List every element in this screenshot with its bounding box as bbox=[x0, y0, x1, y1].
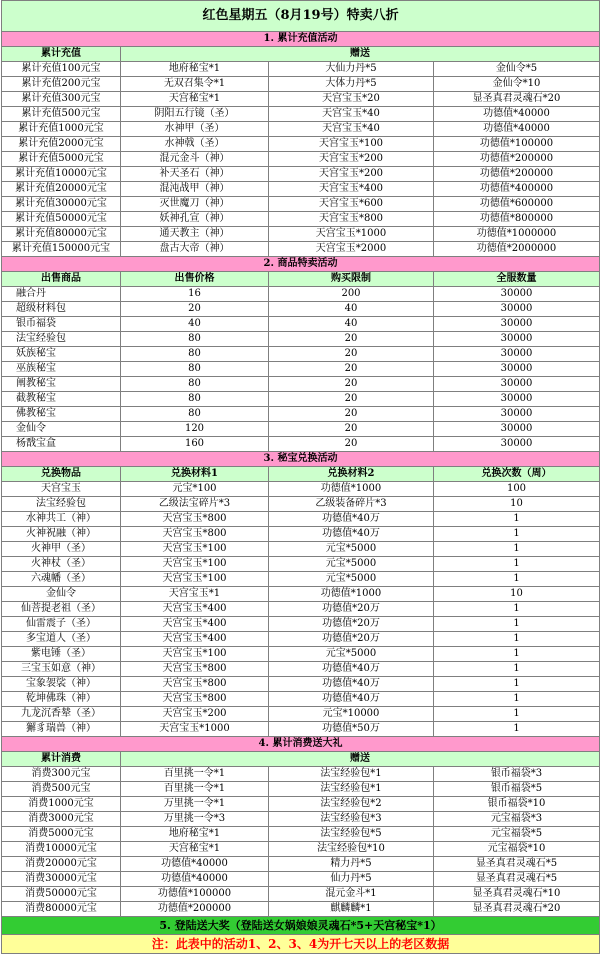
recharge-row bbox=[2, 152, 600, 167]
sale-cell: 30000 bbox=[434, 362, 600, 377]
sale-cell: 120 bbox=[121, 422, 269, 437]
exchange-cell: 功德值*1000 bbox=[269, 482, 434, 497]
spend-column-header: 赠送 bbox=[121, 752, 600, 767]
exchange-cell: 天宫宝玉*800 bbox=[121, 677, 269, 692]
sale-cell: 80 bbox=[121, 377, 269, 392]
sale-row bbox=[2, 377, 600, 392]
recharge-cell: 天宫宝玉*40 bbox=[269, 107, 434, 122]
sale-cell: 法宝经验包 bbox=[2, 332, 121, 347]
exchange-cell: 天宫宝玉*100 bbox=[121, 647, 269, 662]
recharge-cell: 通天教主（神） bbox=[121, 227, 269, 242]
spend-cell: 消费3000元宝 bbox=[2, 812, 121, 827]
exchange-cell: 天宫宝玉*400 bbox=[121, 617, 269, 632]
exchange-cell: 法宝经验包 bbox=[2, 497, 121, 512]
exchange-cell: 10 bbox=[434, 587, 600, 602]
recharge-cell: 阴阳五行镜（圣） bbox=[121, 107, 269, 122]
sale-cell: 30000 bbox=[434, 377, 600, 392]
recharge-row bbox=[2, 242, 600, 257]
recharge-cell: 功德值*2000000 bbox=[434, 242, 600, 257]
spend-cell: 天宫秘宝*1 bbox=[121, 842, 269, 857]
recharge-cell: 天宫宝玉*1000 bbox=[269, 227, 434, 242]
sale-cell: 30000 bbox=[434, 422, 600, 437]
exchange-row bbox=[2, 707, 600, 722]
sale-column-header: 出售价格 bbox=[121, 272, 269, 287]
sale-row bbox=[2, 362, 600, 377]
exchange-cell: 多宝道人（圣） bbox=[2, 632, 121, 647]
sale-section-title-row bbox=[2, 257, 600, 272]
recharge-cell: 天宫宝玉*400 bbox=[269, 182, 434, 197]
exchange-cell: 元宝*5000 bbox=[269, 542, 434, 557]
page-title-row bbox=[2, 1, 600, 32]
exchange-cell: 功德值*40万 bbox=[269, 512, 434, 527]
exchange-row bbox=[2, 662, 600, 677]
exchange-cell: 1 bbox=[434, 512, 600, 527]
spend-header-row bbox=[2, 752, 600, 767]
exchange-cell: 天宫宝玉*200 bbox=[121, 707, 269, 722]
exchange-cell: 1 bbox=[434, 557, 600, 572]
exchange-cell: 紫电锤（圣） bbox=[2, 647, 121, 662]
exchange-cell: 金仙令 bbox=[2, 587, 121, 602]
recharge-cell: 天宫宝玉*600 bbox=[269, 197, 434, 212]
spend-cell: 消费500元宝 bbox=[2, 782, 121, 797]
recharge-cell: 天宫宝玉*200 bbox=[269, 152, 434, 167]
spend-cell: 消费300元宝 bbox=[2, 767, 121, 782]
recharge-cell: 水神戟（圣） bbox=[121, 137, 269, 152]
exchange-cell: 仙雷震子（圣） bbox=[2, 617, 121, 632]
exchange-cell: 天宫宝玉*800 bbox=[121, 662, 269, 677]
exchange-row bbox=[2, 692, 600, 707]
recharge-cell: 金仙令*10 bbox=[434, 77, 600, 92]
exchange-column-header: 兑换物品 bbox=[2, 467, 121, 482]
exchange-row bbox=[2, 632, 600, 647]
exchange-cell: 九龙沉香辇（圣） bbox=[2, 707, 121, 722]
sale-row bbox=[2, 347, 600, 362]
spend-cell: 显圣真君灵魂石*5 bbox=[434, 857, 600, 872]
exchange-cell: 天宫宝玉*1 bbox=[121, 587, 269, 602]
recharge-column-header: 累计充值 bbox=[2, 47, 121, 62]
spend-cell: 仙力丹*5 bbox=[269, 872, 434, 887]
spend-section-title: 4. 累计消费送大礼 bbox=[2, 737, 600, 752]
sale-row bbox=[2, 407, 600, 422]
recharge-cell: 混元金斗（神） bbox=[121, 152, 269, 167]
recharge-row bbox=[2, 122, 600, 137]
recharge-row bbox=[2, 137, 600, 152]
sale-cell: 巫族秘宝 bbox=[2, 362, 121, 377]
recharge-cell: 功德值*100000 bbox=[434, 137, 600, 152]
exchange-cell: 1 bbox=[434, 692, 600, 707]
recharge-row bbox=[2, 77, 600, 92]
sale-cell: 40 bbox=[269, 302, 434, 317]
exchange-cell: 10 bbox=[434, 497, 600, 512]
exchange-cell: 1 bbox=[434, 647, 600, 662]
recharge-cell: 功德值*40000 bbox=[434, 107, 600, 122]
sale-cell: 20 bbox=[269, 422, 434, 437]
exchange-cell: 獬豸瑞兽（神） bbox=[2, 722, 121, 737]
spend-cell: 万里挑一令*3 bbox=[121, 812, 269, 827]
sale-row bbox=[2, 392, 600, 407]
exchange-row bbox=[2, 572, 600, 587]
spend-cell: 元宝福袋*3 bbox=[434, 812, 600, 827]
spend-cell: 法宝经验包*1 bbox=[269, 782, 434, 797]
recharge-row bbox=[2, 212, 600, 227]
exchange-cell: 天宫宝玉*1000 bbox=[121, 722, 269, 737]
recharge-cell: 天宫宝玉*20 bbox=[269, 92, 434, 107]
sale-row bbox=[2, 317, 600, 332]
recharge-cell: 显圣真君灵魂石*20 bbox=[434, 92, 600, 107]
spend-cell: 混元金斗*1 bbox=[269, 887, 434, 902]
exchange-cell: 天宫宝玉*100 bbox=[121, 542, 269, 557]
recharge-cell: 功德值*400000 bbox=[434, 182, 600, 197]
spend-cell: 功德值*40000 bbox=[121, 872, 269, 887]
recharge-cell: 累计充值300元宝 bbox=[2, 92, 121, 107]
sale-cell: 30000 bbox=[434, 332, 600, 347]
exchange-row bbox=[2, 542, 600, 557]
recharge-cell: 功德值*40000 bbox=[434, 122, 600, 137]
sale-cell: 30000 bbox=[434, 317, 600, 332]
spend-cell: 消费50000元宝 bbox=[2, 887, 121, 902]
spend-cell: 法宝经验包*3 bbox=[269, 812, 434, 827]
sale-row bbox=[2, 332, 600, 347]
spend-cell: 消费80000元宝 bbox=[2, 902, 121, 917]
recharge-cell: 累计充值5000元宝 bbox=[2, 152, 121, 167]
exchange-cell: 火神甲（圣） bbox=[2, 542, 121, 557]
sale-cell: 阐教秘宝 bbox=[2, 377, 121, 392]
sale-cell: 30000 bbox=[434, 437, 600, 452]
exchange-cell: 乙级装备碎片*3 bbox=[269, 497, 434, 512]
spend-row bbox=[2, 842, 600, 857]
recharge-row bbox=[2, 107, 600, 122]
recharge-cell: 地府秘宝*1 bbox=[121, 62, 269, 77]
recharge-cell: 累计充值80000元宝 bbox=[2, 227, 121, 242]
exchange-column-header: 兑换材料2 bbox=[269, 467, 434, 482]
exchange-cell: 乾坤佛珠（神） bbox=[2, 692, 121, 707]
recharge-section-title-row bbox=[2, 32, 600, 47]
recharge-cell: 累计充值200元宝 bbox=[2, 77, 121, 92]
sale-row bbox=[2, 422, 600, 437]
spend-cell: 法宝经验包*10 bbox=[269, 842, 434, 857]
exchange-cell: 天宫宝玉*400 bbox=[121, 632, 269, 647]
sale-cell: 160 bbox=[121, 437, 269, 452]
sale-row bbox=[2, 287, 600, 302]
spend-cell: 银币福袋*5 bbox=[434, 782, 600, 797]
sale-cell: 20 bbox=[269, 437, 434, 452]
spend-cell: 功德值*200000 bbox=[121, 902, 269, 917]
recharge-cell: 功德值*1000000 bbox=[434, 227, 600, 242]
recharge-cell: 无双召集令*1 bbox=[121, 77, 269, 92]
exchange-cell: 天宫宝玉*400 bbox=[121, 602, 269, 617]
exchange-cell: 火神杖（圣） bbox=[2, 557, 121, 572]
exchange-cell: 天宫宝玉*100 bbox=[121, 572, 269, 587]
recharge-header-row bbox=[2, 47, 600, 62]
spend-cell: 麒麟麟*1 bbox=[269, 902, 434, 917]
exchange-row bbox=[2, 602, 600, 617]
login-gift-banner: 5. 登陆送大奖（登陆送女娲娘娘灵魂石*5+天宫秘宝*1） bbox=[2, 917, 600, 935]
sale-cell: 20 bbox=[269, 347, 434, 362]
exchange-row bbox=[2, 617, 600, 632]
login-gift-banner-row bbox=[2, 917, 600, 935]
recharge-cell: 累计充值1000元宝 bbox=[2, 122, 121, 137]
exchange-cell: 功德值*20万 bbox=[269, 632, 434, 647]
sale-cell: 佛教秘宝 bbox=[2, 407, 121, 422]
sale-column-header: 购买限制 bbox=[269, 272, 434, 287]
recharge-cell: 水神甲（圣） bbox=[121, 122, 269, 137]
exchange-cell: 1 bbox=[434, 602, 600, 617]
exchange-cell: 仙菩提老祖（圣） bbox=[2, 602, 121, 617]
exchange-column-header: 兑换材料1 bbox=[121, 467, 269, 482]
sale-cell: 200 bbox=[269, 287, 434, 302]
exchange-row bbox=[2, 482, 600, 497]
sale-cell: 金仙令 bbox=[2, 422, 121, 437]
sale-cell: 30000 bbox=[434, 407, 600, 422]
exchange-cell: 1 bbox=[434, 722, 600, 737]
spend-row bbox=[2, 872, 600, 887]
spend-row bbox=[2, 767, 600, 782]
sale-column-header: 全服数量 bbox=[434, 272, 600, 287]
sale-header-row bbox=[2, 272, 600, 287]
spend-row bbox=[2, 887, 600, 902]
sale-cell: 40 bbox=[121, 317, 269, 332]
exchange-cell: 1 bbox=[434, 617, 600, 632]
recharge-cell: 盘古大帝（神） bbox=[121, 242, 269, 257]
sale-cell: 80 bbox=[121, 392, 269, 407]
recharge-row bbox=[2, 92, 600, 107]
sale-cell: 20 bbox=[269, 407, 434, 422]
sale-cell: 20 bbox=[269, 392, 434, 407]
exchange-cell: 100 bbox=[434, 482, 600, 497]
exchange-cell: 1 bbox=[434, 662, 600, 677]
exchange-column-header: 兑换次数（周） bbox=[434, 467, 600, 482]
recharge-cell: 天宫宝玉*40 bbox=[269, 122, 434, 137]
exchange-section-title: 3. 秘宝兑换活动 bbox=[2, 452, 600, 467]
recharge-cell: 累计充值2000元宝 bbox=[2, 137, 121, 152]
spend-cell: 法宝经验包*2 bbox=[269, 797, 434, 812]
exchange-cell: 功德值*40万 bbox=[269, 692, 434, 707]
exchange-section-title-row bbox=[2, 452, 600, 467]
recharge-cell: 累计充值100元宝 bbox=[2, 62, 121, 77]
sale-cell: 40 bbox=[269, 317, 434, 332]
exchange-cell: 乙级法宝碎片*3 bbox=[121, 497, 269, 512]
exchange-row bbox=[2, 587, 600, 602]
exchange-header-row bbox=[2, 467, 600, 482]
recharge-cell: 累计充值500元宝 bbox=[2, 107, 121, 122]
exchange-cell: 三宝玉如意（神） bbox=[2, 662, 121, 677]
exchange-cell: 功德值*50万 bbox=[269, 722, 434, 737]
sale-cell: 融合丹 bbox=[2, 287, 121, 302]
spend-cell: 消费5000元宝 bbox=[2, 827, 121, 842]
recharge-cell: 大仙力丹*5 bbox=[269, 62, 434, 77]
spend-cell: 法宝经验包*5 bbox=[269, 827, 434, 842]
spend-cell: 银币福袋*3 bbox=[434, 767, 600, 782]
page-title: 红色星期五（8月19号）特卖八折 bbox=[2, 1, 600, 32]
exchange-cell: 天宫宝玉*800 bbox=[121, 692, 269, 707]
spend-cell: 消费1000元宝 bbox=[2, 797, 121, 812]
exchange-row bbox=[2, 512, 600, 527]
recharge-cell: 妖神孔宣（神） bbox=[121, 212, 269, 227]
spend-cell: 功德值*100000 bbox=[121, 887, 269, 902]
sale-cell: 30000 bbox=[434, 347, 600, 362]
sale-cell: 16 bbox=[121, 287, 269, 302]
spend-cell: 地府秘宝*1 bbox=[121, 827, 269, 842]
spend-cell: 法宝经验包*1 bbox=[269, 767, 434, 782]
spend-cell: 银币福袋*10 bbox=[434, 797, 600, 812]
sale-column-header: 出售商品 bbox=[2, 272, 121, 287]
sale-cell: 妖族秘宝 bbox=[2, 347, 121, 362]
recharge-cell: 累计充值10000元宝 bbox=[2, 167, 121, 182]
recharge-section-title: 1. 累计充值活动 bbox=[2, 32, 600, 47]
exchange-cell: 元宝*5000 bbox=[269, 572, 434, 587]
sale-section-title: 2. 商品特卖活动 bbox=[2, 257, 600, 272]
exchange-row bbox=[2, 497, 600, 512]
exchange-cell: 六魂幡（圣） bbox=[2, 572, 121, 587]
exchange-cell: 功德值*40万 bbox=[269, 527, 434, 542]
recharge-row bbox=[2, 167, 600, 182]
exchange-row bbox=[2, 722, 600, 737]
spend-section-title-row bbox=[2, 737, 600, 752]
exchange-cell: 天宫宝玉*100 bbox=[121, 557, 269, 572]
exchange-cell: 天宫宝玉 bbox=[2, 482, 121, 497]
recharge-row bbox=[2, 197, 600, 212]
sale-cell: 杨戬宝盒 bbox=[2, 437, 121, 452]
spend-cell: 万里挑一令*1 bbox=[121, 797, 269, 812]
exchange-cell: 功德值*1000 bbox=[269, 587, 434, 602]
exchange-cell: 元宝*5000 bbox=[269, 557, 434, 572]
sale-cell: 20 bbox=[269, 377, 434, 392]
spend-cell: 功德值*40000 bbox=[121, 857, 269, 872]
recharge-cell: 混沌战甲（神） bbox=[121, 182, 269, 197]
exchange-row bbox=[2, 527, 600, 542]
sale-cell: 截教秘宝 bbox=[2, 392, 121, 407]
exchange-row bbox=[2, 647, 600, 662]
spend-row bbox=[2, 782, 600, 797]
exchange-cell: 1 bbox=[434, 632, 600, 647]
exchange-cell: 元宝*10000 bbox=[269, 707, 434, 722]
spend-cell: 消费30000元宝 bbox=[2, 872, 121, 887]
recharge-cell: 天宫宝玉*2000 bbox=[269, 242, 434, 257]
sale-cell: 20 bbox=[269, 332, 434, 347]
spend-cell: 消费10000元宝 bbox=[2, 842, 121, 857]
recharge-column-header: 赠送 bbox=[121, 47, 600, 62]
recharge-cell: 功德值*800000 bbox=[434, 212, 600, 227]
spend-row bbox=[2, 797, 600, 812]
exchange-cell: 1 bbox=[434, 677, 600, 692]
exchange-cell: 1 bbox=[434, 572, 600, 587]
exchange-cell: 宝象袈裟（神） bbox=[2, 677, 121, 692]
recharge-row bbox=[2, 62, 600, 77]
recharge-row bbox=[2, 182, 600, 197]
spend-cell: 百里挑一令*1 bbox=[121, 767, 269, 782]
spend-cell: 消费20000元宝 bbox=[2, 857, 121, 872]
exchange-cell: 水神共工（神） bbox=[2, 512, 121, 527]
exchange-cell: 1 bbox=[434, 542, 600, 557]
spend-cell: 精力丹*5 bbox=[269, 857, 434, 872]
activity-table bbox=[1, 0, 600, 954]
spend-row bbox=[2, 827, 600, 842]
sale-cell: 20 bbox=[121, 302, 269, 317]
spend-row bbox=[2, 902, 600, 917]
sale-row bbox=[2, 437, 600, 452]
recharge-cell: 补天圣石（神） bbox=[121, 167, 269, 182]
sale-cell: 80 bbox=[121, 347, 269, 362]
exchange-cell: 功德值*40万 bbox=[269, 677, 434, 692]
spend-row bbox=[2, 812, 600, 827]
spend-cell: 百里挑一令*1 bbox=[121, 782, 269, 797]
recharge-cell: 累计充值20000元宝 bbox=[2, 182, 121, 197]
sale-cell: 30000 bbox=[434, 392, 600, 407]
exchange-cell: 功德值*40万 bbox=[269, 662, 434, 677]
exchange-cell: 功德值*20万 bbox=[269, 617, 434, 632]
spend-cell: 显圣真君灵魂石*5 bbox=[434, 872, 600, 887]
exchange-cell: 功德值*20万 bbox=[269, 602, 434, 617]
recharge-cell: 天宫宝玉*100 bbox=[269, 137, 434, 152]
exchange-cell: 1 bbox=[434, 527, 600, 542]
exchange-row bbox=[2, 677, 600, 692]
recharge-cell: 天宫秘宝*1 bbox=[121, 92, 269, 107]
recharge-cell: 金仙令*5 bbox=[434, 62, 600, 77]
spend-row bbox=[2, 857, 600, 872]
exchange-cell: 天宫宝玉*800 bbox=[121, 512, 269, 527]
recharge-cell: 天宫宝玉*800 bbox=[269, 212, 434, 227]
sale-cell: 80 bbox=[121, 362, 269, 377]
sale-cell: 20 bbox=[269, 362, 434, 377]
sale-cell: 80 bbox=[121, 407, 269, 422]
spend-cell: 显圣真君灵魂石*20 bbox=[434, 902, 600, 917]
recharge-cell: 功德值*600000 bbox=[434, 197, 600, 212]
recharge-cell: 功德值*200000 bbox=[434, 152, 600, 167]
spend-cell: 显圣真君灵魂石*10 bbox=[434, 887, 600, 902]
spend-cell: 元宝福袋*5 bbox=[434, 827, 600, 842]
recharge-cell: 累计充值30000元宝 bbox=[2, 197, 121, 212]
exchange-cell: 天宫宝玉*800 bbox=[121, 527, 269, 542]
sale-row bbox=[2, 302, 600, 317]
recharge-cell: 大体力丹*5 bbox=[269, 77, 434, 92]
recharge-cell: 累计充值50000元宝 bbox=[2, 212, 121, 227]
exchange-cell: 火神祝融（神） bbox=[2, 527, 121, 542]
sale-cell: 30000 bbox=[434, 287, 600, 302]
spend-cell: 元宝福袋*10 bbox=[434, 842, 600, 857]
sale-cell: 80 bbox=[121, 332, 269, 347]
sale-cell: 30000 bbox=[434, 302, 600, 317]
recharge-cell: 功德值*200000 bbox=[434, 167, 600, 182]
recharge-cell: 天宫宝玉*200 bbox=[269, 167, 434, 182]
spend-column-header: 累计消费 bbox=[2, 752, 121, 767]
exchange-row bbox=[2, 557, 600, 572]
exchange-cell: 元宝*5000 bbox=[269, 647, 434, 662]
recharge-row bbox=[2, 227, 600, 242]
recharge-cell: 灭世魔刀（神） bbox=[121, 197, 269, 212]
recharge-cell: 累计充值150000元宝 bbox=[2, 242, 121, 257]
footer-note: 注：此表中的活动1、2、3、4为开七天以上的老区数据 bbox=[2, 935, 600, 954]
exchange-cell: 1 bbox=[434, 707, 600, 722]
sale-cell: 超级材料包 bbox=[2, 302, 121, 317]
sale-cell: 银币福袋 bbox=[2, 317, 121, 332]
exchange-cell: 元宝*100 bbox=[121, 482, 269, 497]
